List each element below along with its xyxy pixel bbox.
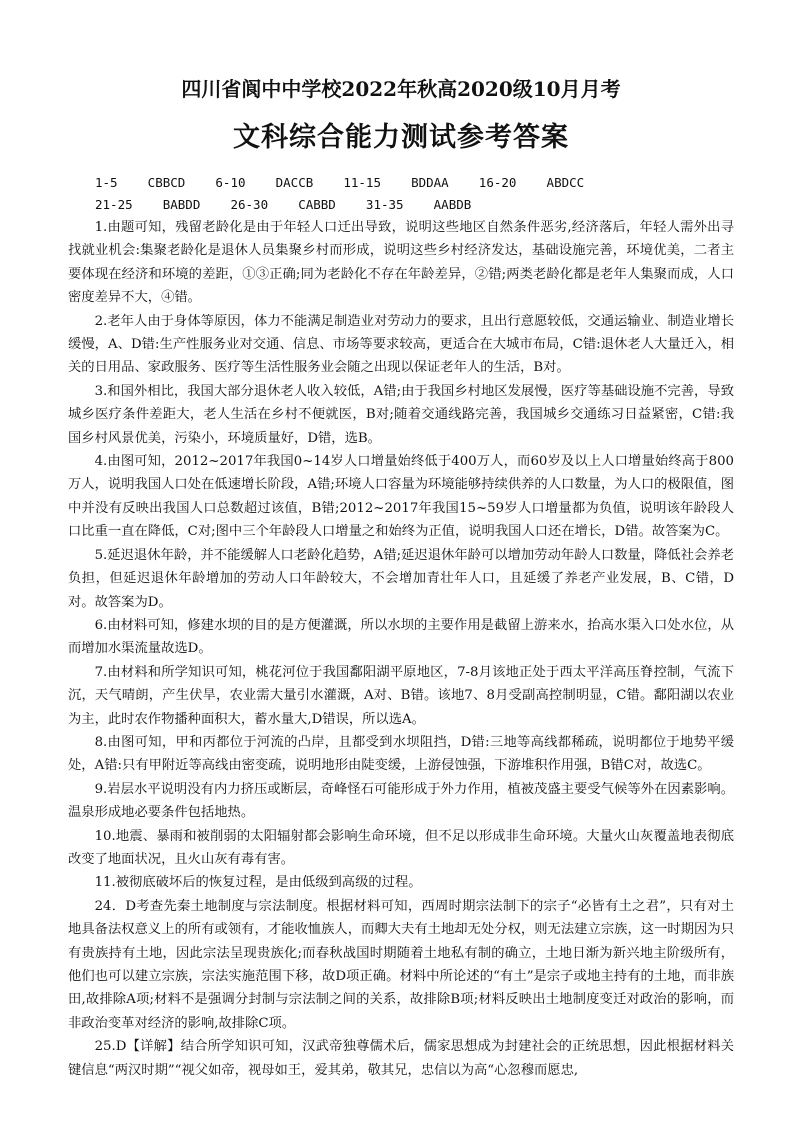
explanation-q2: 2.老年人由于身体等原因，体力不能满足制造业对劳动力的要求，且出行意愿较低，交通运输业、制造业增长缓慢，A、D错:生产性服务业对交通、信息、市场等要求较高，更适合在大城市布局，C错:退休老人大量迁入，相关的日用品、家政服务、医疗等生活性服务业会随之出现以保证老年人的生活，B对。 [68,313,734,376]
explanation-q4: 4.由图可知，2012~2017年我国0~14岁人口增量始终低于400万人，而60岁及以上人口增量始终高于800万人，说明我国人口处在低速增长阶段，A错;环境人口容量为环境能够持续供养的人口数量，为人口的极限值，图中并没有反映出我国人口总数超过该值，B错;2012~2017年我国15~59岁人口增量都为负值，说明该年龄段人口比重一直在降低，C对;图中三个年龄段人口增量之和始终为正值，说明我国人口还在增长，D错。故答案为C。 [68,454,734,540]
explanation-q1: 1.由题可知，残留老龄化是由于年轻人口迁出导致，说明这些地区自然条件恶劣,经济落后，年轻人需外出寻找就业机会:集聚老龄化是退休人员集聚乡村而形成，说明这些乡村经济发达，基础设施完善，环境优美，二者主要体现在经济和环境的差距，①③正确;同为老龄化不存在年龄差异，②错;两类老龄化都是老年人集聚而成，人口密度差异不大，④错。 [68,220,734,306]
explanation-q5: 5.延迟退休年龄，并不能缓解人口老龄化趋势，A错;延迟退休年龄可以增加劳动年龄人口数量，降低社会养老负担，但延迟退休年龄增加的劳动人口年龄较大，不会增加青壮年人口，且延缓了养老产业发展，B、C错，D对。故答案为D。 [68,547,734,610]
answer-row-1: 1-5 CBBCD 6-10 DACCB 11-15 BDDAA 16-20 ABDCC [95,175,585,190]
explanation-q8: 8.由图可知，甲和丙都位于河流的凸岸，且都受到水坝阻挡，D错:三地等高线都稀疏，说明都位于地势平缓处，A错:只有甲附近等高线由密变疏，说明地形由陡变缓，上游侵蚀强，下游堆积作用强，B错C对，故选C。 [68,734,734,774]
explanations [68,216,734,1082]
explanation-q3: 3.和国外相比，我国大部分退休老人收入较低，A错;由于我国乡村地区发展慢，医疗等基础设施不完善，导致城乡医疗条件差距大，老人生活在乡村不便就医，B对;随着交通线路完善，我国城乡交通练习日益紧密，C错:我国乡村风景优美，污染小，环境质量好，D错，选B。 [68,383,734,446]
exam-title: 四川省阆中中学校2022年秋高2020级10月月考 [181,77,621,101]
explanation-q7: 7.由材料和所学知识可知，桃花河位于我国鄱阳湖平原地区，7-8月该地正处于西太平洋高压脊控制，气流下沉，天气晴朗，产生伏旱，农业需大量引水灌溉，A对、B错。该地7、8月受副高控制明显，C错。鄱阳湖以农业为主，此时农作物播种面积大，蓄水量大,D错误，所以选A。 [68,664,734,727]
explanation-q9: 9.岩层水平说明没有内力挤压或断层，奇峰怪石可能形成于外力作用，植被茂盛主要受气候等外在因素影响。温泉形成地必要条件包括地热。 [68,781,734,821]
answer-row-2: 21-25 BABDD 26-30 CABBD 31-35 AABDB [95,197,472,212]
explanation-q6: 6.由材料可知，修建水坝的目的是方便灌溉，所以水坝的主要作用是截留上游来水，抬高水渠入口处水位，从而增加水渠流量故选D。 [68,617,734,657]
explanation-q10: 10.地震、暴雨和被削弱的太阳辐射都会影响生命环境，但不足以形成非生命环境。大量火山灰覆盖地表彻底改变了地面状况，且火山灰有毒有害。 [68,828,734,867]
answer-key-title: 文科综合能力测试参考答案 [233,122,569,153]
explanation-q25: 25.D【详解】结合所学知识可知，汉武帝独尊儒术后，儒家思想成为封建社会的正统思想，因此根据材料关键信息“两汉时期”“视父如帝，视母如王，爱其弟，敬其兄，忠信以为高“心忽穆而愿忠, [68,1039,734,1078]
explanation-q24: 24．D考查先秦土地制度与宗法制度。根据材料可知，西周时期宗法制下的宗子“必皆有土之君”，只有对土地具备法权意义上的所有或领有，才能收恤族人，而卿大夫有土地却无处分权，则无法建立宗族，这一时期因为只有贵族持有土地，因此宗法呈现贵族化;而春秋战国时期随着土地私有制的确立，土地日渐为新兴地主阶级所有，他们也可以建立宗族，宗法实施范围下移，故D项正确。材料中所论述的“有土”是宗子或地主持有的土地，而非族田,故排除A项;材料不是强调分封制与宗法制之间的关系，故排除B项;材料反映出土地制度变迁对政治的影响，而非政治变革对经济的影响,故排除C项。 [68,898,734,1031]
explanation-q11: 11.被彻底破坏后的恢复过程，是由低级到高级的过程。 [94,875,422,891]
answer-grid [68,172,734,216]
